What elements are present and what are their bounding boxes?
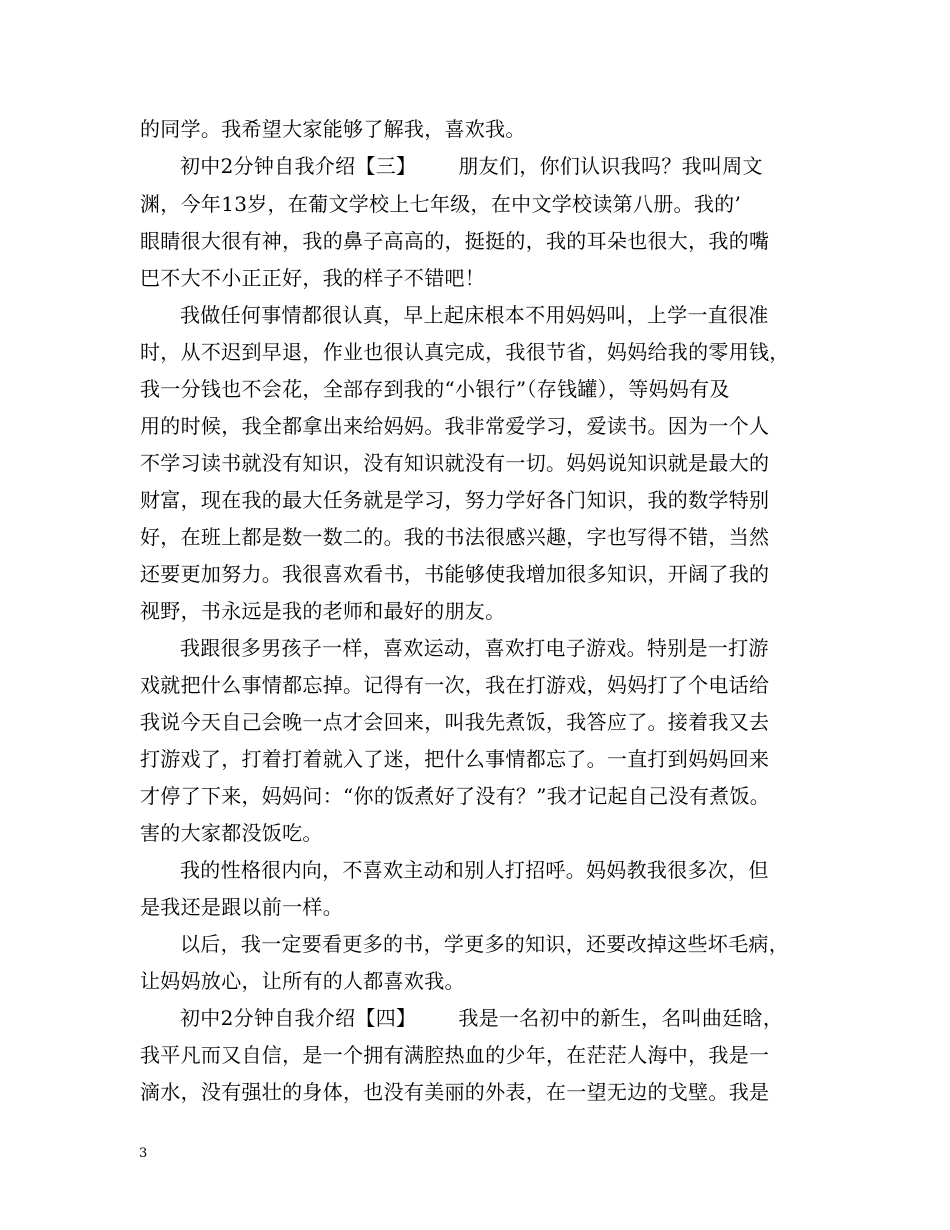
text-line: 眼睛很大很有神，我的鼻子高高的，挺挺的，我的耳朵也很大，我的嘴 xyxy=(140,229,770,253)
text-line: 害的大家都没饭吃。 xyxy=(140,821,323,845)
text-line: 我做任何事情都很认真，早上起床根本不用妈妈叫，上学一直很准 xyxy=(180,303,769,327)
text-line: 我一分钱也不会花，全部存到我的“小银行”（存钱罐），等妈妈有及 xyxy=(140,377,730,401)
text-line: 的同学。我希望大家能够了解我，喜欢我。 xyxy=(140,117,526,141)
text-line: 我说今天自己会晚一点才会回来，叫我先煮饭，我答应了。接着我又去 xyxy=(140,710,770,734)
section-heading: 初中2分钟自我介绍【三】 xyxy=(180,154,417,178)
text-line: 不学习读书就没有知识，没有知识就没有一切。妈妈说知识就是最大的 xyxy=(140,451,770,475)
text-line: 让妈妈放心，让所有的人都喜欢我。 xyxy=(140,969,465,993)
text-line: 巴不大不小正正好，我的样子不错吧！ xyxy=(140,266,486,290)
text-line: 渊，今年13岁，在葡文学校上七年级，在中文学校读第八册。我的’ xyxy=(140,192,742,216)
text-segment: 朋友们，你们认识我吗？我叫周文 xyxy=(458,154,763,178)
text-segment: 我是一名初中的新生，名叫曲廷晗， xyxy=(458,1006,784,1030)
text-line: 滴水，没有强壮的身体，也没有美丽的外表，在一望无边的戈壁。我是 xyxy=(140,1080,770,1104)
text-line: 是我还是跟以前一样。 xyxy=(140,895,343,919)
text-line: 以后，我一定要看更多的书，学更多的知识，还要改掉这些坏毛病， xyxy=(180,932,789,956)
text-line: 视野，书永远是我的老师和最好的朋友。 xyxy=(140,599,506,623)
page-number: 3 xyxy=(139,1146,148,1161)
text-line: 用的时候，我全都拿出来给妈妈。我非常爱学习，爱读书。因为一个人 xyxy=(140,414,770,438)
text-line: 才停了下来，妈妈问：“你的饭煮好了没有？”我才记起自己没有煮饭。 xyxy=(140,784,771,808)
text-line: 我的性格很内向，不喜欢主动和别人打招呼。妈妈教我很多次，但 xyxy=(180,858,769,882)
section-heading-line xyxy=(180,1000,860,1036)
section-heading: 初中2分钟自我介绍【四】 xyxy=(180,1006,417,1030)
text-line: 时，从不迟到早退，作业也很认真完成，我很节省，妈妈给我的零用钱， xyxy=(140,340,790,364)
text-line: 打游戏了，打着打着就入了迷，把什么事情都忘了。一直打到妈妈回来 xyxy=(140,747,770,771)
text-line: 财富，现在我的最大任务就是学习，努力学好各门知识，我的数学特别 xyxy=(140,488,770,512)
text-line: 还要更加努力。我很喜欢看书，书能够使我增加很多知识，开阔了我的 xyxy=(140,562,770,586)
text-line: 好，在班上都是数一数二的。我的书法很感兴趣，字也写得不错，当然 xyxy=(140,525,770,549)
text-line: 我跟很多男孩子一样，喜欢运动，喜欢打电子游戏。特别是一打游 xyxy=(180,636,769,660)
text-line: 戏就把什么事情都忘掉。记得有一次，我在打游戏，妈妈打了个电话给 xyxy=(140,673,770,697)
text-line: 我平凡而又自信，是一个拥有满腔热血的少年，在茫茫人海中，我是一 xyxy=(140,1043,770,1067)
section-heading-line xyxy=(180,148,860,184)
